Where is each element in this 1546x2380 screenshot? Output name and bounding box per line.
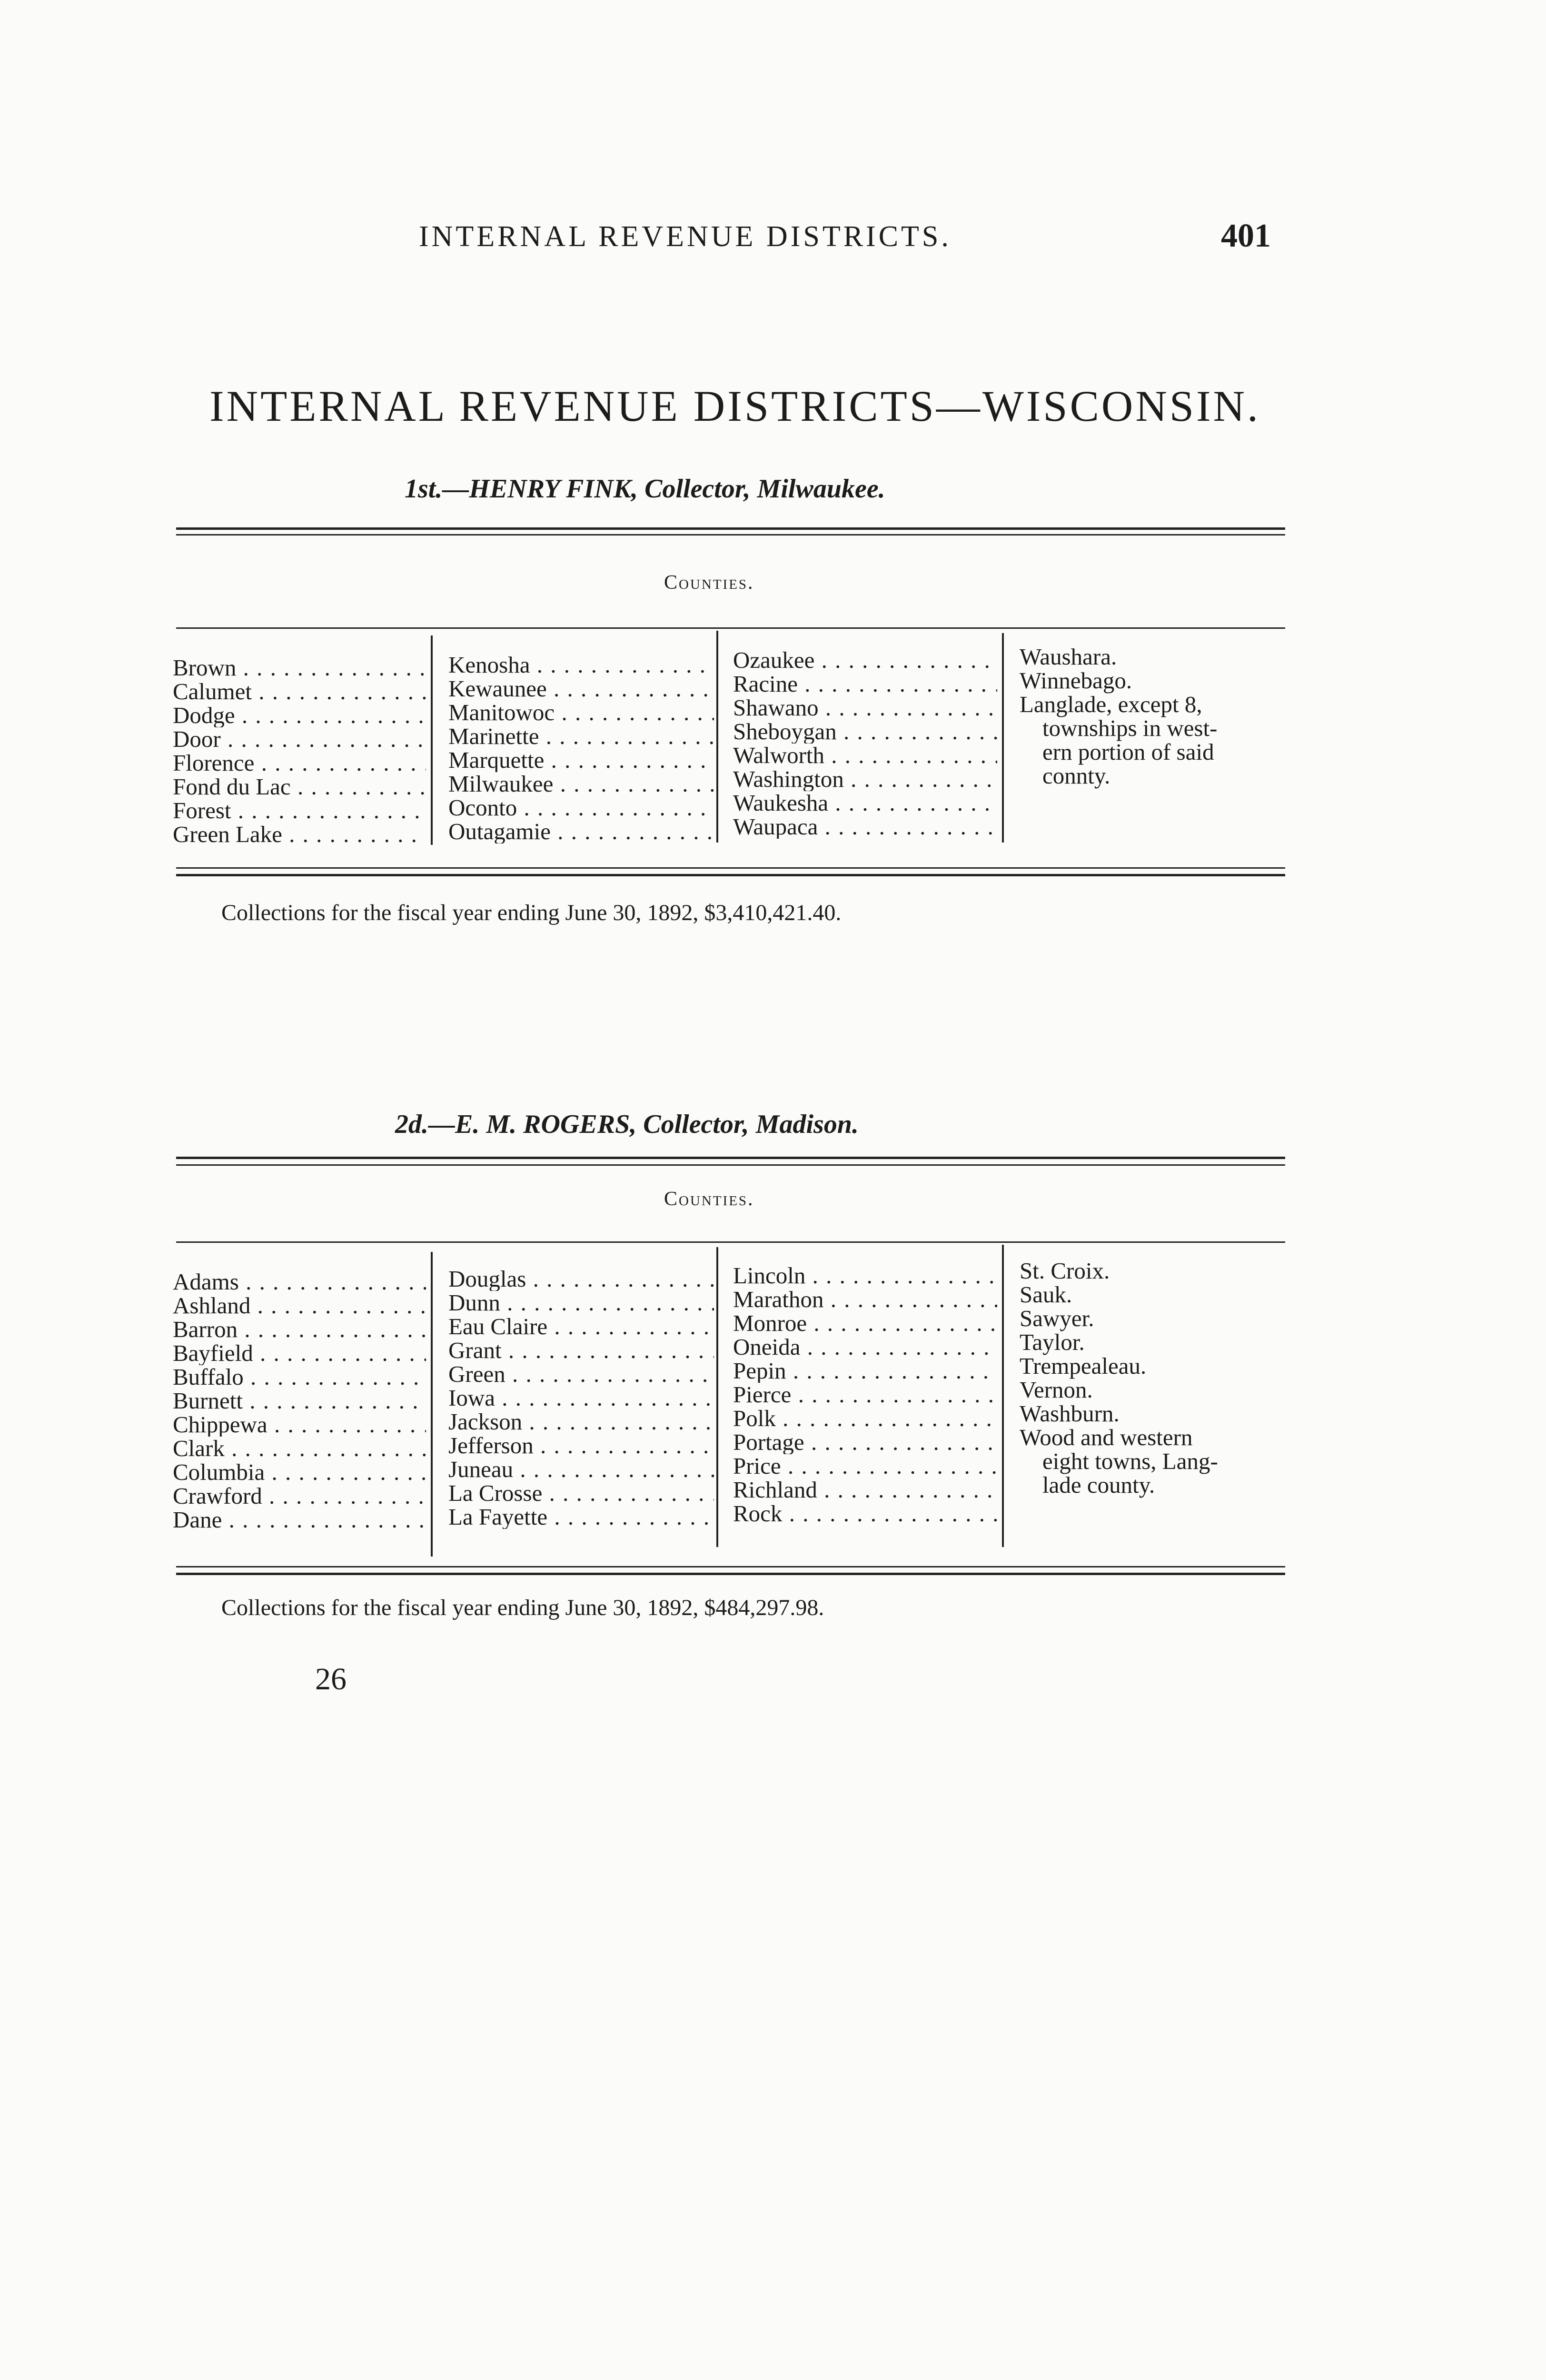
- county-name: Green . . .: [448, 1362, 714, 1386]
- county-name: Waukesha . . .: [733, 791, 997, 815]
- county-name: Richland . . .: [733, 1478, 997, 1502]
- county-name: Polk . . .: [733, 1407, 997, 1430]
- county-name: Columbia . . .: [173, 1460, 426, 1484]
- county-name: Buffalo . . .: [173, 1365, 426, 1389]
- county-name: Burnett . . .: [173, 1389, 426, 1413]
- district-2-notes: [1020, 1259, 1286, 1497]
- county-name: Green Lake . . .: [173, 823, 426, 846]
- county-name: Walworth . . .: [733, 744, 997, 767]
- note-line: eight towns, Lang-: [1042, 1448, 1218, 1474]
- running-head: INTERNAL REVENUE DISTRICTS.: [419, 220, 951, 253]
- column-divider: [1002, 1245, 1004, 1547]
- county-name: Iowa . . .: [448, 1386, 714, 1410]
- column-divider: [716, 1247, 718, 1547]
- district-2-counties-label: Counties.: [664, 1188, 754, 1210]
- note-line: Sawyer.: [1020, 1305, 1094, 1331]
- district-1-counties-label: Counties.: [664, 572, 754, 594]
- note-line: Winnebago.: [1020, 667, 1132, 694]
- county-name: Grant . . .: [448, 1339, 714, 1362]
- district-1-top-rule: [176, 527, 1285, 530]
- district-2-header-rule: [176, 1241, 1285, 1243]
- county-name: Waupaca . . .: [733, 815, 997, 839]
- note-line: ern portion of said: [1042, 739, 1214, 765]
- county-name: Juneau . . .: [448, 1458, 714, 1481]
- county-name: Kewaunee . . .: [448, 677, 714, 701]
- district-1-bottom-rule: [176, 867, 1285, 869]
- county-name: Forest . . .: [173, 799, 426, 823]
- note-line: connty.: [1042, 763, 1110, 789]
- column-divider: [431, 635, 433, 845]
- signature-mark: 26: [315, 1662, 347, 1696]
- note-line: lade county.: [1042, 1472, 1155, 1498]
- county-name: Florence . . .: [173, 751, 426, 775]
- county-name: Clark . . .: [173, 1437, 426, 1460]
- column-divider: [716, 631, 718, 843]
- district-1-header-rule: [176, 627, 1285, 629]
- county-name: Racine . . .: [733, 672, 997, 696]
- note-line: Waushara.: [1020, 644, 1117, 670]
- county-name: Dodge . . .: [173, 704, 426, 727]
- county-name: La Crosse . . .: [448, 1481, 714, 1505]
- county-name: Marathon . . .: [733, 1288, 997, 1311]
- note-line: Taylor.: [1020, 1329, 1085, 1355]
- county-name: Brown . . .: [173, 656, 426, 680]
- county-name: Calumet . . .: [173, 680, 426, 704]
- district-1-column-2: [448, 653, 714, 843]
- county-name: Marinette . . .: [448, 724, 714, 748]
- county-name: Washington . . .: [733, 767, 997, 791]
- county-name: Jefferson . . .: [448, 1434, 714, 1458]
- county-name: Portage . . .: [733, 1430, 997, 1454]
- county-name: Outagamie . . .: [448, 820, 714, 843]
- district-1-column-3: [733, 648, 997, 839]
- county-name: Marquette . . .: [448, 748, 714, 772]
- page-title: INTERNAL REVENUE DISTRICTS—WISCONSIN.: [209, 382, 1261, 430]
- district-2-column-1: [173, 1270, 426, 1532]
- county-name: Lincoln . . .: [733, 1264, 997, 1288]
- district-2-bottom-rule-2: [176, 1573, 1285, 1575]
- county-name: Bayfield . . .: [173, 1341, 426, 1365]
- county-name: Monroe . . .: [733, 1311, 997, 1335]
- county-name: Adams . . .: [173, 1270, 426, 1294]
- column-divider: [1002, 633, 1004, 843]
- county-name: Manitowoc . . .: [448, 701, 714, 724]
- note-line: Trempealeau.: [1020, 1353, 1147, 1379]
- district-2-collections: Collections for the fiscal year ending June 30, 1892, $484,297.98.: [221, 1595, 824, 1620]
- county-name: Oconto . . .: [448, 796, 714, 820]
- county-name: Fond du Lac . . .: [173, 775, 426, 799]
- county-name: Jackson . . .: [448, 1410, 714, 1434]
- page-number: 401: [1221, 218, 1271, 254]
- county-name: Douglas . . .: [448, 1267, 714, 1291]
- district-1-top-rule-2: [176, 534, 1285, 536]
- county-name: Price . . .: [733, 1454, 997, 1478]
- county-name: Kenosha . . .: [448, 653, 714, 677]
- county-name: Sheboygan . . .: [733, 720, 997, 744]
- county-name: Ozaukee . . .: [733, 648, 997, 672]
- county-name: Crawford . . .: [173, 1484, 426, 1508]
- district-1-heading: 1st.—HENRY FINK, Collector, Milwaukee.: [405, 474, 885, 504]
- note-line: townships in west-: [1042, 715, 1218, 741]
- note-line: Wood and western: [1020, 1424, 1193, 1450]
- district-2-top-rule-2: [176, 1164, 1285, 1166]
- note-line: Washburn.: [1020, 1400, 1120, 1427]
- note-line: Vernon.: [1020, 1377, 1093, 1403]
- county-name: Barron . . .: [173, 1318, 426, 1341]
- district-2-column-2: [448, 1267, 714, 1529]
- county-name: Oneida . . .: [733, 1335, 997, 1359]
- county-name: Ashland . . .: [173, 1294, 426, 1318]
- county-name: La Fayette . . .: [448, 1505, 714, 1529]
- county-name: Dunn . . .: [448, 1291, 714, 1315]
- district-1-column-1: [173, 656, 426, 846]
- district-2-heading: 2d.—E. M. ROGERS, Collector, Madison.: [395, 1110, 859, 1139]
- county-name: Chippewa . . .: [173, 1413, 426, 1437]
- note-line: Sauk.: [1020, 1281, 1072, 1308]
- district-1-bottom-rule-2: [176, 874, 1285, 876]
- district-2-bottom-rule: [176, 1566, 1285, 1567]
- district-1-notes: [1020, 645, 1286, 788]
- district-1-collections: Collections for the fiscal year ending June 30, 1892, $3,410,421.40.: [221, 900, 842, 925]
- county-name: Dane . . .: [173, 1508, 426, 1532]
- note-line: Langlade, except 8,: [1020, 691, 1202, 717]
- county-name: Pierce . . .: [733, 1383, 997, 1407]
- district-2-column-3: [733, 1264, 997, 1526]
- county-name: Milwaukee . . .: [448, 772, 714, 796]
- district-2-top-rule: [176, 1157, 1285, 1159]
- county-name: Pepin . . .: [733, 1359, 997, 1383]
- county-name: Eau Claire . . .: [448, 1315, 714, 1339]
- county-name: Shawano . . .: [733, 696, 997, 720]
- note-line: St. Croix.: [1020, 1258, 1110, 1284]
- county-name: Rock . . .: [733, 1502, 997, 1526]
- county-name: Door . . .: [173, 727, 426, 751]
- column-divider: [431, 1252, 433, 1557]
